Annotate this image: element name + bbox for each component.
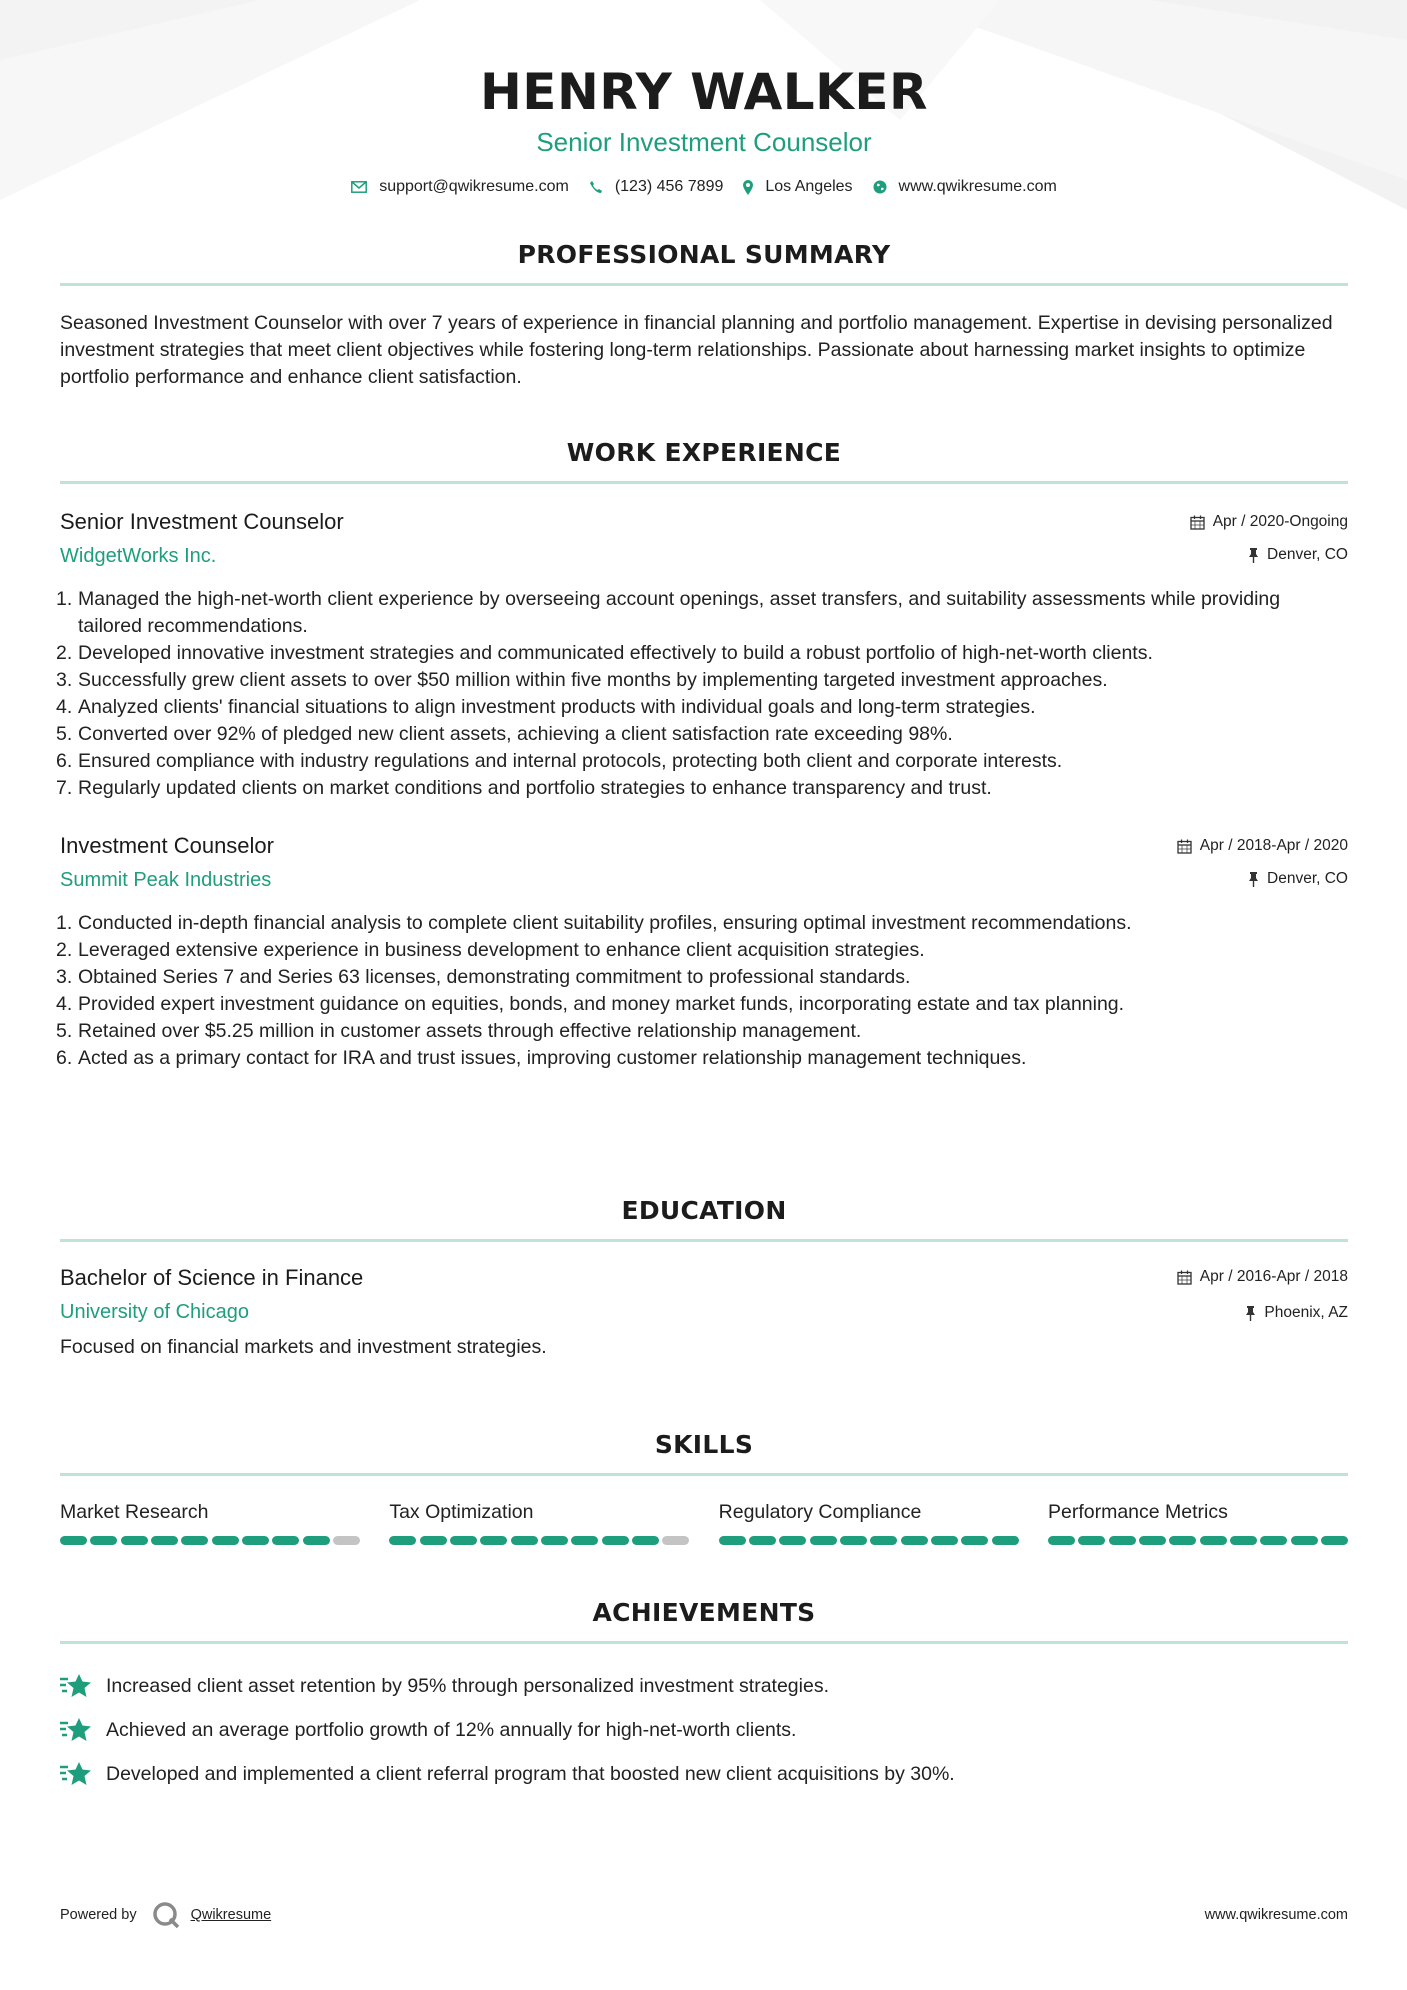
candidate-role: Senior Investment Counselor	[536, 127, 872, 157]
list-item: 4. Analyzed clients' financial situations to align investment products with individual goals and long-term strategies.	[56, 696, 1036, 718]
skills-divider	[60, 1473, 1348, 1476]
skill-dot-filled	[151, 1536, 178, 1545]
skill-dot-filled	[571, 1536, 598, 1545]
contact-location	[743, 178, 852, 196]
list-item: 6. Ensured compliance with industry regulations and internal protocols, protecting both client and corporate interests.	[56, 750, 1063, 772]
list-item	[60, 1752, 1348, 1796]
job-entry-2	[56, 832, 1348, 1072]
skill-dot-filled	[450, 1536, 477, 1545]
powered-by-label: Powered by	[60, 1907, 137, 1923]
list-item: 6. Acted as a primary contact for IRA and trust issues, improving customer relationship management techniques.	[56, 1047, 1027, 1069]
page-footer	[60, 1900, 1348, 1930]
skill-rating	[1048, 1536, 1348, 1545]
list-item: 2. Developed innovative investment strategies and communicated effectively to build a robust portfolio of high-net-worth clients.	[56, 642, 1153, 664]
candidate-name: HENRY WALKER	[479, 63, 929, 121]
skill-dot-filled	[389, 1536, 416, 1545]
list-item: 7. Regularly updated clients on market conditions and portfolio strategies to enhance transparency and trust.	[56, 777, 992, 799]
skill-dot-empty	[662, 1536, 689, 1545]
skill-dot-filled	[242, 1536, 269, 1545]
skill-dot-filled	[810, 1536, 837, 1545]
skill-dot-filled	[632, 1536, 659, 1545]
list-item: 3. Obtained Series 7 and Series 63 licenses, demonstrating commitment to professional standards.	[56, 966, 911, 988]
achievements-divider	[60, 1641, 1348, 1644]
school-name: University of Chicago	[60, 1301, 249, 1323]
skill-item	[389, 1500, 689, 1545]
skill-dot-filled	[541, 1536, 568, 1545]
work-experience-section	[56, 438, 1348, 1072]
resume-page	[56, 0, 1348, 1923]
skill-item	[60, 1500, 360, 1545]
skill-name: Tax Optimization	[389, 1501, 534, 1523]
footer-website[interactable]: www.qwikresume.com	[1204, 1907, 1348, 1923]
skill-dot-filled	[121, 1536, 148, 1545]
skill-dot-filled	[719, 1536, 746, 1545]
job-dates: Apr / 2018-Apr / 2020	[1199, 837, 1348, 854]
achievements-heading: ACHIEVEMENTS	[592, 1598, 816, 1627]
skill-dot-filled	[60, 1536, 87, 1545]
job-bullets	[56, 910, 1348, 1072]
skill-dot-filled	[749, 1536, 776, 1545]
list-item	[60, 1708, 1348, 1752]
education-section	[60, 1196, 1348, 1361]
job-bullets	[56, 586, 1348, 802]
skill-dot-filled	[272, 1536, 299, 1545]
skill-dot-filled	[901, 1536, 928, 1545]
education-divider	[60, 1239, 1348, 1242]
education-heading: EDUCATION	[621, 1196, 787, 1225]
globe-icon	[873, 180, 887, 194]
job-company: WidgetWorks Inc.	[60, 545, 217, 567]
skill-rating	[60, 1536, 360, 1545]
skill-dot-filled	[779, 1536, 806, 1545]
education-dates: Apr / 2016-Apr / 2018	[1199, 1268, 1348, 1285]
skill-dot-filled	[1169, 1536, 1196, 1545]
skill-dot-filled	[1291, 1536, 1318, 1545]
job-entry-1	[56, 508, 1348, 802]
job-dates: Apr / 2020-Ongoing	[1212, 513, 1348, 530]
skills-grid	[60, 1500, 1348, 1545]
professional-summary-section	[60, 240, 1348, 391]
achievements-section	[60, 1598, 1348, 1796]
skill-dot-filled	[90, 1536, 117, 1545]
skill-rating	[719, 1536, 1019, 1545]
website-text: www.qwikresume.com	[898, 178, 1057, 195]
achievements-list	[60, 1664, 1348, 1796]
list-item	[60, 1664, 1348, 1708]
skill-rating	[389, 1536, 689, 1545]
contact-phone[interactable]	[589, 178, 724, 196]
star-icon	[60, 1717, 92, 1743]
degree-title: Bachelor of Science in Finance	[60, 1265, 364, 1290]
list-item: 2. Leveraged extensive experience in business development to enhance client acquisition strategies.	[56, 939, 925, 961]
contact-email[interactable]	[351, 178, 569, 196]
job-location: Denver, CO	[1267, 546, 1348, 563]
pushpin-icon	[1245, 1306, 1256, 1321]
skill-dot-filled	[840, 1536, 867, 1545]
skill-dot-filled	[602, 1536, 629, 1545]
skill-dot-filled	[992, 1536, 1019, 1545]
map-pin-icon	[743, 180, 753, 195]
skill-dot-filled	[870, 1536, 897, 1545]
job-location: Denver, CO	[1267, 870, 1348, 887]
skill-dot-filled	[420, 1536, 447, 1545]
skill-dot-filled	[1321, 1536, 1348, 1545]
education-location: Phoenix, AZ	[1264, 1304, 1348, 1321]
skill-name: Regulatory Compliance	[718, 1501, 922, 1523]
skill-dot-filled	[181, 1536, 208, 1545]
star-icon	[60, 1673, 92, 1699]
summary-text: Seasoned Investment Counselor with over 7 years of experience in financial planning and portfolio management. Expertise in devising personalized investment strategies that meet client objectives while fostering long-term relationships. Passionate about harnessing market insights to optimize portfolio performance and enhance client satisfaction.	[60, 312, 1333, 388]
envelope-icon	[351, 181, 367, 193]
job-title: Investment Counselor	[60, 833, 274, 858]
achievement-text: Developed and implemented a client referral program that boosted new client acquisitions by 30%.	[106, 1762, 955, 1785]
summary-divider	[60, 283, 1348, 286]
skill-dot-filled	[212, 1536, 239, 1545]
list-item: 1. Managed the high-net-worth client experience by overseeing account openings, asset transfers, and suitability assessments while providing tailored recommendations.	[56, 588, 1281, 637]
list-item: 3. Successfully grew client assets to over $50 million within five months by implementing targeted investment approaches.	[56, 669, 1108, 691]
calendar-icon	[1177, 1270, 1192, 1285]
skill-dot-filled	[1048, 1536, 1075, 1545]
email-text: support@qwikresume.com	[379, 178, 569, 195]
skill-item	[719, 1500, 1019, 1545]
skill-dot-filled	[931, 1536, 958, 1545]
pushpin-icon	[1248, 872, 1259, 887]
skill-dot-filled	[961, 1536, 988, 1545]
phone-text: (123) 456 7899	[614, 178, 724, 195]
summary-heading: PROFESSIONAL SUMMARY	[517, 240, 891, 269]
skill-dot-filled	[1230, 1536, 1257, 1545]
skill-name: Performance Metrics	[1047, 1501, 1228, 1523]
skills-section	[60, 1430, 1348, 1545]
work-heading: WORK EXPERIENCE	[566, 438, 842, 467]
list-item: 5. Converted over 92% of pledged new client assets, achieving a client satisfaction rate exceeding 98%.	[56, 723, 953, 745]
contact-bar	[60, 178, 1348, 196]
pushpin-icon	[1248, 548, 1259, 563]
calendar-icon	[1190, 515, 1205, 530]
resume-header	[60, 0, 1348, 196]
skill-dot-filled	[1260, 1536, 1287, 1545]
skill-name: Market Research	[60, 1501, 209, 1523]
list-item: 1. Conducted in-depth financial analysis to complete client suitability profiles, ensuring optimal investment recommendations.	[56, 912, 1132, 934]
brand-link[interactable]: Qwikresume	[190, 1907, 272, 1923]
skill-dot-filled	[1200, 1536, 1227, 1545]
qwikresume-logo-icon	[151, 1900, 181, 1930]
work-divider	[60, 481, 1348, 484]
phone-icon	[589, 180, 603, 194]
skill-dot-filled	[1139, 1536, 1166, 1545]
skill-dot-filled	[303, 1536, 330, 1545]
list-item: 5. Retained over $5.25 million in customer assets through effective relationship management.	[56, 1020, 862, 1042]
skill-dot-empty	[333, 1536, 360, 1545]
job-company: Summit Peak Industries	[60, 869, 272, 891]
list-item: 4. Provided expert investment guidance on equities, bonds, and money market funds, incorporating estate and tax planning.	[56, 993, 1125, 1015]
star-icon	[60, 1761, 92, 1787]
powered-by	[60, 1900, 271, 1930]
skills-heading: SKILLS	[654, 1430, 754, 1459]
job-title: Senior Investment Counselor	[60, 509, 344, 534]
location-text: Los Angeles	[765, 178, 853, 195]
achievement-text: Increased client asset retention by 95% through personalized investment strategies.	[106, 1674, 829, 1697]
skill-dot-filled	[1109, 1536, 1136, 1545]
achievement-text: Achieved an average portfolio growth of 12% annually for high-net-worth clients.	[106, 1718, 797, 1741]
skill-item	[1048, 1500, 1348, 1545]
skill-dot-filled	[511, 1536, 538, 1545]
skill-dot-filled	[1078, 1536, 1105, 1545]
education-description: Focused on financial markets and investment strategies.	[60, 1336, 547, 1358]
skill-dot-filled	[480, 1536, 507, 1545]
calendar-icon	[1177, 839, 1192, 854]
contact-website[interactable]	[873, 178, 1057, 196]
